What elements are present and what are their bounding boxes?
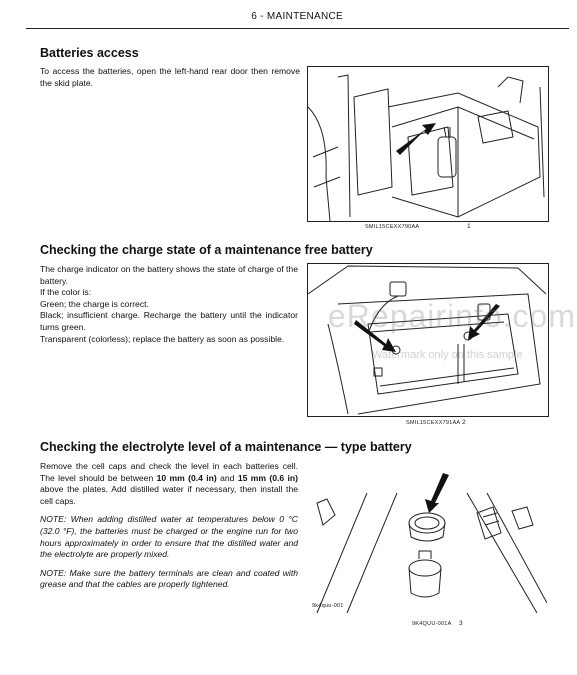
paragraph-main xyxy=(40,461,298,507)
paragraph: Transparent (colorless); replace the battery as soon as possible. xyxy=(40,333,285,344)
page-header xyxy=(26,8,569,29)
figure-ref: SMIL15CEXX791AA xyxy=(406,420,461,426)
figure-batteries-access xyxy=(307,66,549,222)
figure-charge-indicator xyxy=(307,263,549,417)
chapter-title: 6 - MAINTENANCE xyxy=(251,11,343,22)
figure-ref: SMIL15CEXX790AA xyxy=(365,224,420,230)
arrow-pointer xyxy=(425,473,449,513)
paragraph: Black; insufficient charge. Recharge the battery until the indicator turns green. xyxy=(40,310,298,332)
max-level-value: 15 mm (0.6 in) xyxy=(237,472,298,483)
figure-ref-left: 9k4quu-001 xyxy=(312,603,344,609)
section-text-electrolyte-level xyxy=(40,461,298,591)
note-cold-temperature: NOTE: When adding distilled water at temperatures below 0 °C (32.0 °F), the batteries must be charged or the engine run for two hours approximately in order to ensure that the distilled water and the electrolyte are properly mixed. xyxy=(40,514,298,560)
section-text-batteries-access xyxy=(40,66,300,89)
arrow-pointer xyxy=(396,123,436,155)
text-run: above the plates. Add distilled water if necessary, then install the cell caps. xyxy=(40,484,298,506)
paragraph: The charge indicator on the battery shows the state of charge of the battery. xyxy=(40,264,298,286)
watermark: eRepairinfo.com xyxy=(328,298,576,334)
paragraph: To access the batteries, open the left-hand rear door then remove the skid plate. xyxy=(40,66,300,88)
paragraph: If the color is: xyxy=(40,287,92,298)
text-run: and xyxy=(216,472,238,483)
figure-number: 2 xyxy=(462,419,466,426)
section-title-electrolyte-level: Checking the electrolyte level of a maintenance — type battery xyxy=(40,440,412,454)
paragraph: Green; the charge is correct. xyxy=(40,298,149,309)
section-title-batteries-access: Batteries access xyxy=(40,46,139,60)
maintenance-free-battery-illustration xyxy=(308,264,548,416)
section-text-charge-state xyxy=(40,264,298,345)
min-level-value: 10 mm (0.4 in) xyxy=(156,472,217,483)
figure-number: 1 xyxy=(467,223,471,230)
watermark-subtext: Watermark only on this sample xyxy=(372,349,523,361)
figure-electrolyte-level xyxy=(307,463,547,615)
text-run: Remove the cell caps and check the level in each batteries cell. The level should be between xyxy=(40,461,298,483)
battery-cell-caps-illustration xyxy=(307,463,547,615)
figure-ref: 9K4QUU-001A xyxy=(412,621,452,627)
section-title-charge-state: Checking the charge state of a maintenance free battery xyxy=(40,243,373,257)
battery-compartment-illustration xyxy=(308,67,548,221)
note-battery-terminals: NOTE: Make sure the battery terminals are clean and coated with grease and that the cables are properly tightened. xyxy=(40,567,298,590)
figure-number: 3 xyxy=(459,620,463,627)
